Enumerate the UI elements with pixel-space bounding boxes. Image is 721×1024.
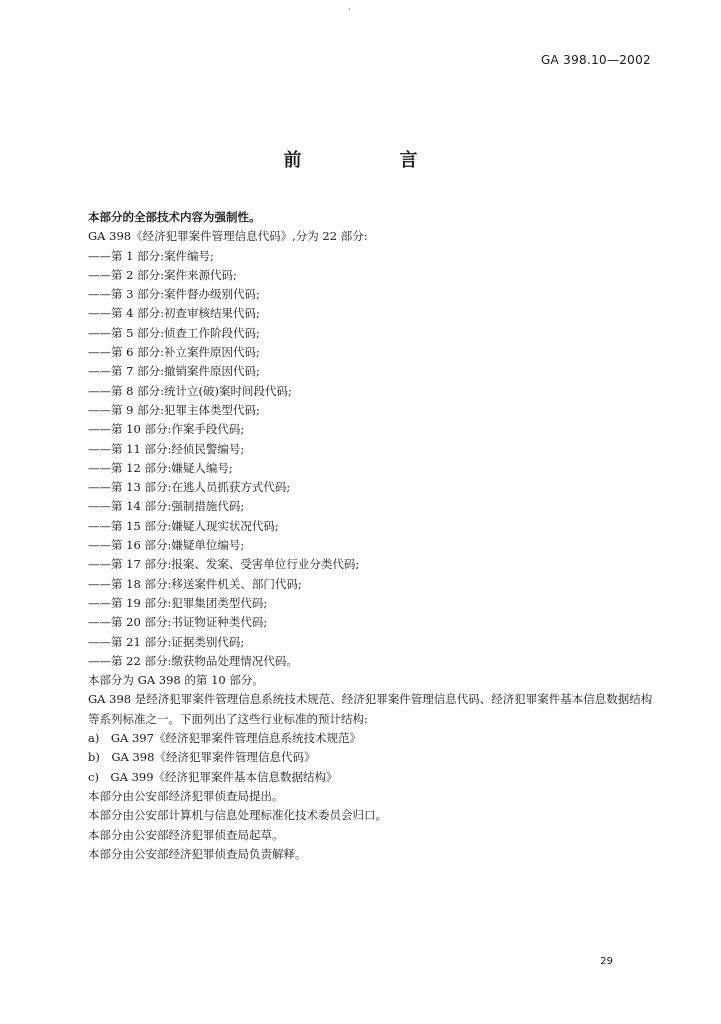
part-statement: 本部分为 GA 398 的第 10 部分。 xyxy=(88,673,264,688)
part-list-item: ——第 15 部分:嫌疑人现实状况代码; xyxy=(88,518,279,533)
part-list-item: ——第 8 部分:统计立(破)案时间段代码; xyxy=(88,383,292,398)
part-list-item: ——第 22 部分:缴获物品处理情况代码。 xyxy=(88,653,298,668)
interpreter-line: 本部分由公安部经济犯罪侦查局负责解释。 xyxy=(88,846,307,861)
part-list-item: ——第 18 部分:移送案件机关、部门代码; xyxy=(88,576,302,591)
part-list-item: ——第 21 部分:证据类别代码; xyxy=(88,634,245,649)
standard-number: GA 398.10—2002 xyxy=(540,53,651,67)
part-list-item: ——第 17 部分:报案、发案、受害单位行业分类代码; xyxy=(88,557,360,572)
page-title: 前 言 xyxy=(283,150,458,171)
part-list-item: ——第 19 部分:犯罪集团类型代码; xyxy=(88,595,268,610)
standard-list-item: a) GA 397《经济犯罪案件管理信息系统技术规范》 xyxy=(88,731,361,746)
part-list-item: ——第 20 部分:书证物证种类代码; xyxy=(88,615,268,630)
part-list-item: ——第 6 部分:补立案件原因代码; xyxy=(88,345,260,360)
part-list-item: ——第 13 部分:在逃人员抓获方式代码; xyxy=(88,480,291,495)
part-list-item: ——第 9 部分:犯罪主体类型代码; xyxy=(88,402,260,417)
drafter-line: 本部分由公安部经济犯罪侦查局起草。 xyxy=(88,827,284,842)
part-list-item: ——第 3 部分:案件督办级别代码; xyxy=(88,287,260,302)
structure-paragraph: GA 398 是经济犯罪案件管理信息系统技术规范、经济犯罪案件管理信息代码、经济犯罪案件基本信息数据结构等系列标准之一。下面列出了这些行业标准的预计结构: xyxy=(88,692,653,726)
scan-speck xyxy=(349,8,350,11)
part-list-item: ——第 11 部分:经侦民警编号; xyxy=(88,441,245,456)
standard-list-item: c) GA 399《经济犯罪案件基本信息数据结构》 xyxy=(88,769,338,784)
part-list-item: ——第 14 部分:强制措施代码; xyxy=(88,499,245,514)
part-list-item: ——第 16 部分:嫌疑单位编号; xyxy=(88,538,245,553)
part-list-item: ——第 10 部分:作案手段代码; xyxy=(88,422,245,437)
mandatory-statement: 本部分的全部技术内容为强制性。 xyxy=(88,210,261,224)
part-list-item: ——第 1 部分:案件编号; xyxy=(88,248,214,263)
foreword-body xyxy=(88,208,658,864)
part-list-item: ——第 2 部分:案件来源代码; xyxy=(88,267,237,282)
part-list-item: ——第 7 部分:撤销案件原因代码; xyxy=(88,364,260,379)
part-list-item: ——第 12 部分:嫌疑人编号; xyxy=(88,460,233,475)
intro-line: GA 398《经济犯罪案件管理信息代码》,分为 22 部分: xyxy=(88,229,368,244)
part-list-item: ——第 4 部分:初查审核结果代码; xyxy=(88,306,260,321)
standard-list-item: b) GA 398《经济犯罪案件管理信息代码》 xyxy=(88,750,316,765)
page-number: 29 xyxy=(600,956,613,967)
centralizing-unit-line: 本部分由公安部计算机与信息处理标准化技术委员会归口。 xyxy=(88,808,387,823)
part-list-item: ——第 5 部分:侦查工作阶段代码; xyxy=(88,325,260,340)
proposer-line: 本部分由公安部经济犯罪侦查局提出。 xyxy=(88,788,284,803)
